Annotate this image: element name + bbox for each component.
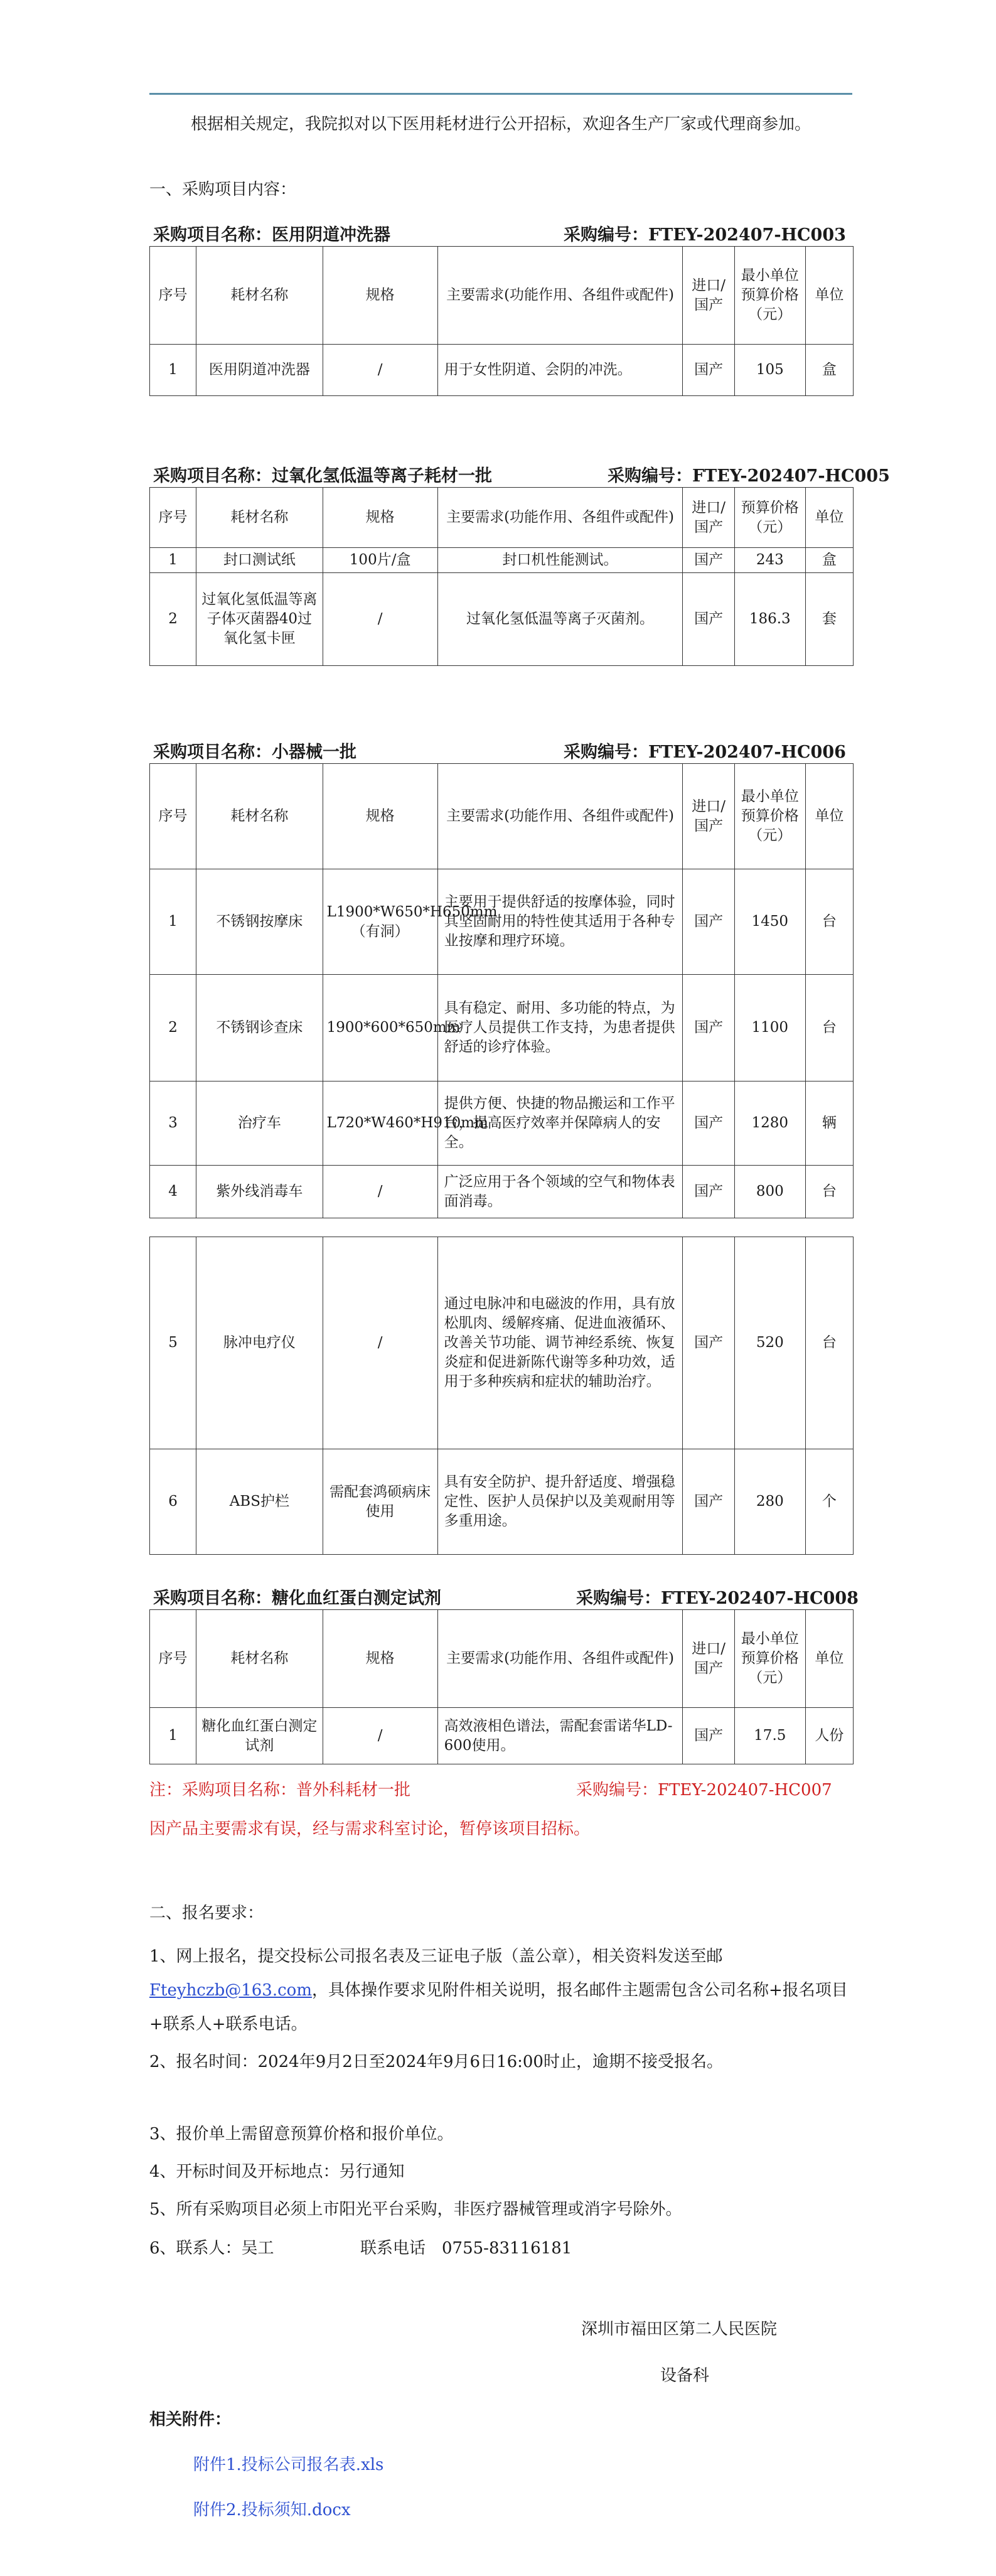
requirement-1-text: 1、网上报名，提交投标公司报名表及三证电子版（盖公章），相关资料发送至邮 (149, 1947, 723, 1966)
cell-seq: 4 (150, 1166, 196, 1218)
table-row (150, 1081, 854, 1166)
table-row (150, 869, 854, 975)
section-1-heading: 一、采购项目内容： (149, 180, 297, 199)
table-row (150, 345, 854, 396)
project-4-table (149, 1609, 854, 1764)
cell-seq: 6 (150, 1449, 196, 1555)
table-row (150, 1708, 854, 1764)
cell-req: 广泛应用于各个领域的空气和物体表面消毒。 (437, 1166, 683, 1218)
header-price: 最小单位预算价格（元） (734, 247, 805, 345)
requirement-2: 2、报名时间：2024年9月2日至2024年9月6日16:00时止，逾期不接受报名。 (149, 2053, 723, 2071)
header-name: 耗材名称 (196, 1610, 323, 1708)
project-code: 采购编号：FTEY-202407-HC008 (576, 1589, 859, 1608)
cell-spec: / (323, 1237, 437, 1449)
cell-unit: 台 (805, 1237, 853, 1449)
table-row (150, 1166, 854, 1218)
cell-seq: 1 (150, 1708, 196, 1764)
requirement-5: 5、所有采购项目必须上市阳光平台采购，非医疗器械管理或消字号除外。 (149, 2200, 682, 2219)
table-row (150, 548, 854, 573)
note-line-2: 因产品主要需求有误，经与需求科室讨论，暂停该项目招标。 (149, 1820, 591, 1838)
cell-req: 用于女性阴道、会阴的冲洗。 (437, 345, 683, 396)
cell-spec: / (323, 573, 437, 666)
cell-unit: 台 (805, 1166, 853, 1218)
cell-unit: 盒 (805, 345, 853, 396)
header-seq: 序号 (150, 1610, 196, 1708)
cell-seq: 3 (150, 1081, 196, 1166)
project-3-header (149, 738, 852, 761)
cell-price: 1450 (734, 869, 805, 975)
cell-req: 提供方便、快捷的物品搬运和工作平台，提高医疗效率并保障病人的安全。 (437, 1081, 683, 1166)
project-code: 采购编号：FTEY-202407-HC006 (564, 743, 846, 762)
note-line-1 (149, 1774, 852, 1806)
cell-origin: 国产 (683, 1708, 734, 1764)
cell-req: 过氧化氢低温等离子灭菌剂。 (437, 573, 683, 666)
header-origin: 进口/国产 (683, 488, 734, 548)
header-seq: 序号 (150, 488, 196, 548)
cell-spec: L720*W460*H910mm (323, 1081, 437, 1166)
header-origin: 进口/国产 (683, 764, 734, 869)
cell-spec: / (323, 345, 437, 396)
cell-unit: 个 (805, 1449, 853, 1555)
header-origin: 进口/国产 (683, 247, 734, 345)
cell-spec: L1900*W650*H650mm（有洞） (323, 869, 437, 975)
project-3-table-part-1 (149, 763, 854, 1218)
cell-price: 1280 (734, 1081, 805, 1166)
cell-unit: 套 (805, 573, 853, 666)
requirement-6 (149, 2232, 852, 2265)
header-seq: 序号 (150, 247, 196, 345)
cell-req: 通过电脉冲和电磁波的作用，具有放松肌肉、缓解疼痛、促进血液循环、改善关节功能、调节神经系统、恢复炎症和促进新陈代谢等多种功效，适用于多种疾病和症状的辅助治疗。 (437, 1237, 683, 1449)
section-2-heading: 二、报名要求： (149, 1904, 264, 1923)
cell-spec: 100片/盒 (323, 548, 437, 573)
header-price: 预算价格（元） (734, 488, 805, 548)
requirement-4: 4、开标时间及开标地点：另行通知 (149, 2162, 405, 2181)
cell-price: 1100 (734, 975, 805, 1081)
header-req: 主要需求(功能作用、各组件或配件) (437, 488, 683, 548)
attachment-link-1[interactable]: 附件1.投标公司报名表.xls (193, 2455, 384, 2474)
cell-seq: 5 (150, 1237, 196, 1449)
contact-name: 6、联系人：吴工 (149, 2239, 274, 2258)
cell-price: 243 (734, 548, 805, 573)
cell-spec: 需配套鸿硕病床使用 (323, 1449, 437, 1555)
cell-seq: 1 (150, 548, 196, 573)
project-title: 采购项目名称：医用阴道冲洗器 (153, 225, 390, 245)
header-spec: 规格 (323, 1610, 437, 1708)
cell-name: 不锈钢诊查床 (196, 975, 323, 1081)
header-unit: 单位 (805, 488, 853, 548)
project-1-header (149, 221, 852, 244)
requirement-1-text-cont: ，具体操作要求见附件相关说明，报名邮件主题需包含公司名称+报名项目+联系人+联系电话。 (149, 1981, 848, 2034)
project-title: 采购项目名称：糖化血红蛋白测定试剂 (153, 1589, 441, 1608)
cell-unit: 盒 (805, 548, 853, 573)
header-price: 最小单位预算价格（元） (734, 1610, 805, 1708)
cell-name: 糖化血红蛋白测定试剂 (196, 1708, 323, 1764)
cell-spec: / (323, 1708, 437, 1764)
cell-price: 520 (734, 1237, 805, 1449)
project-title: 采购项目名称：过氧化氢低温等离子耗材一批 (153, 466, 492, 486)
cell-origin: 国产 (683, 1081, 734, 1166)
cell-req: 封口机性能测试。 (437, 548, 683, 573)
header-unit: 单位 (805, 764, 853, 869)
cell-req: 高效液相色谱法，需配套雷诺华LD-600使用。 (437, 1708, 683, 1764)
cell-name: 封口测试纸 (196, 548, 323, 573)
header-name: 耗材名称 (196, 764, 323, 869)
table-row (150, 1449, 854, 1555)
project-2-header (149, 462, 890, 486)
cell-origin: 国产 (683, 573, 734, 666)
requirement-3: 3、报价单上需留意预算价格和报价单位。 (149, 2125, 454, 2144)
cell-origin: 国产 (683, 345, 734, 396)
header-price: 最小单位预算价格（元） (734, 764, 805, 869)
cell-req: 具有安全防护、提升舒适度、增强稳定性、医护人员保护以及美观耐用等多重用途。 (437, 1449, 683, 1555)
header-name: 耗材名称 (196, 488, 323, 548)
project-2-table (149, 487, 854, 666)
cell-origin: 国产 (683, 548, 734, 573)
cell-name: 脉冲电疗仪 (196, 1237, 323, 1449)
cell-price: 17.5 (734, 1708, 805, 1764)
email-link[interactable]: Fteyhczb@163.com (149, 1981, 312, 2000)
cell-unit: 辆 (805, 1081, 853, 1166)
signature-org: 深圳市福田区第二人民医院 (581, 2320, 778, 2339)
cell-name: ABS护栏 (196, 1449, 323, 1555)
contact-phone: 联系电话 0755-83116181 (360, 2239, 572, 2258)
requirement-1 (149, 1940, 852, 2041)
cell-name: 医用阴道冲洗器 (196, 345, 323, 396)
cell-spec: 1900*600*650mm (323, 975, 437, 1081)
header-origin: 进口/国产 (683, 1610, 734, 1708)
project-1-table (149, 246, 854, 396)
cell-unit: 人份 (805, 1708, 853, 1764)
header-name: 耗材名称 (196, 247, 323, 345)
cell-name: 过氧化氢低温等离子体灭菌器40过氧化氢卡匣 (196, 573, 323, 666)
cell-req: 具有稳定、耐用、多功能的特点，为医疗人员提供工作支持，为患者提供舒适的诊疗体验。 (437, 975, 683, 1081)
cell-origin: 国产 (683, 975, 734, 1081)
header-unit: 单位 (805, 1610, 853, 1708)
cell-origin: 国产 (683, 1237, 734, 1449)
attachment-link-2[interactable]: 附件2.投标须知.docx (193, 2501, 351, 2520)
table-row (150, 1237, 854, 1449)
header-spec: 规格 (323, 247, 437, 345)
intro-paragraph: 根据相关规定，我院拟对以下医用耗材进行公开招标，欢迎各生产厂家或代理商参加。 (191, 115, 811, 134)
header-spec: 规格 (323, 764, 437, 869)
note-code: 采购编号：FTEY-202407-HC007 (576, 1781, 832, 1800)
cell-unit: 台 (805, 975, 853, 1081)
project-title: 采购项目名称：小器械一批 (153, 743, 356, 762)
top-divider (149, 93, 852, 95)
cell-seq: 2 (150, 975, 196, 1081)
cell-seq: 2 (150, 573, 196, 666)
cell-seq: 1 (150, 869, 196, 975)
project-code: 采购编号：FTEY-202407-HC005 (608, 466, 890, 486)
cell-unit: 台 (805, 869, 853, 975)
header-req: 主要需求(功能作用、各组件或配件) (437, 764, 683, 869)
header-req: 主要需求(功能作用、各组件或配件) (437, 247, 683, 345)
cell-name: 治疗车 (196, 1081, 323, 1166)
cell-name: 紫外线消毒车 (196, 1166, 323, 1218)
signature-dept: 设备科 (660, 2366, 710, 2385)
attachments-title: 相关附件： (149, 2410, 232, 2429)
table-row (150, 573, 854, 666)
project-3-table-part-2 (149, 1237, 854, 1555)
cell-spec: / (323, 1166, 437, 1218)
header-spec: 规格 (323, 488, 437, 548)
cell-origin: 国产 (683, 1449, 734, 1555)
header-unit: 单位 (805, 247, 853, 345)
project-code: 采购编号：FTEY-202407-HC003 (564, 225, 846, 245)
cell-price: 280 (734, 1449, 805, 1555)
note-project: 注：采购项目名称：普外科耗材一批 (149, 1781, 411, 1800)
cell-price: 105 (734, 345, 805, 396)
table-row (150, 975, 854, 1081)
cell-price: 800 (734, 1166, 805, 1218)
cell-price: 186.3 (734, 573, 805, 666)
cell-origin: 国产 (683, 1166, 734, 1218)
cell-origin: 国产 (683, 869, 734, 975)
header-seq: 序号 (150, 764, 196, 869)
project-4-header (149, 1584, 859, 1608)
cell-req: 主要用于提供舒适的按摩体验，同时其坚固耐用的特性使其适用于各种专业按摩和理疗环境。 (437, 869, 683, 975)
header-req: 主要需求(功能作用、各组件或配件) (437, 1610, 683, 1708)
cell-name: 不锈钢按摩床 (196, 869, 323, 975)
cell-seq: 1 (150, 345, 196, 396)
